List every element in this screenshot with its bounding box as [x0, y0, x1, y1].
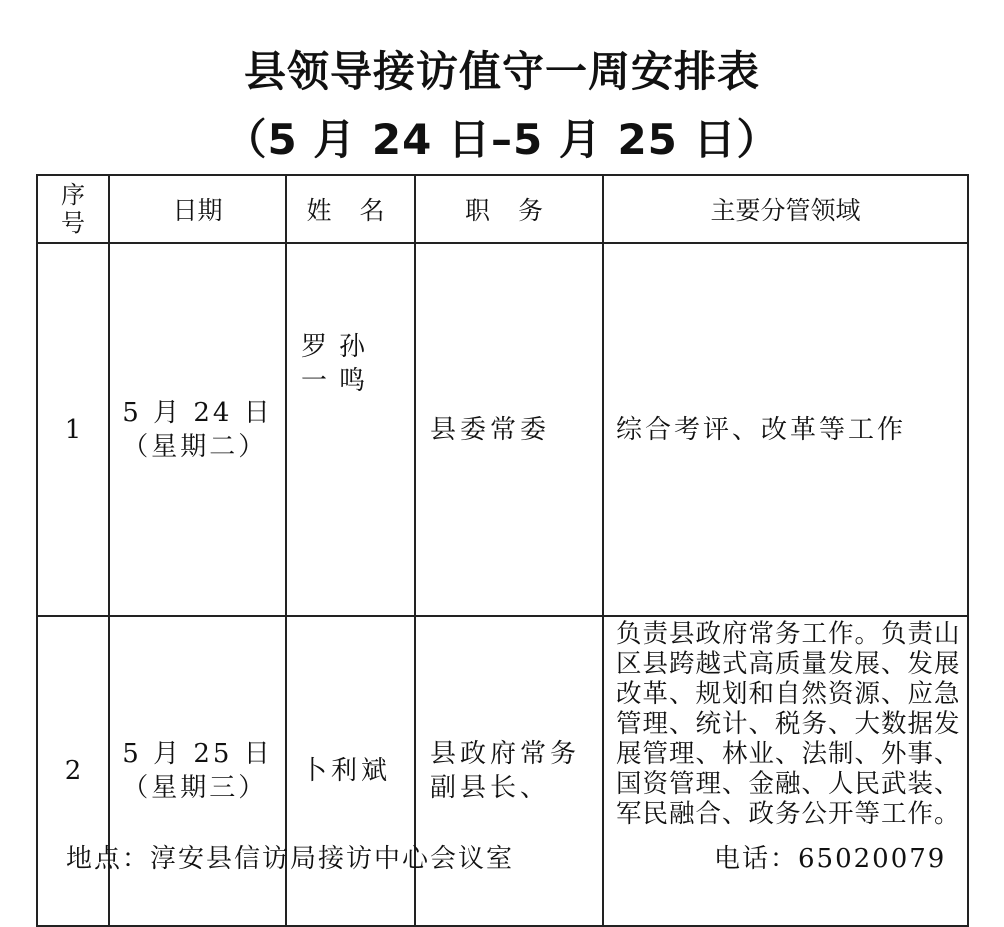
location-label: 地点： — [66, 844, 151, 874]
row-date: 5 月 24 日 — [122, 397, 273, 428]
row-seq: 1 — [37, 243, 109, 616]
table-row — [37, 243, 968, 616]
phone-label: 电话： — [714, 844, 799, 874]
row-seq: 2 — [37, 616, 109, 926]
location-value: 淳安县信访局接访中心会议室 — [150, 844, 515, 874]
schedule-table — [36, 174, 969, 927]
row-weekday: （星期二） — [122, 431, 268, 462]
table-header-row — [37, 175, 968, 243]
row-area: 负责县政府常务工作。负责山区县跨越式高质量发展、发展改革、规划和自然资源、应急管理、统计、税务、大数据发展管理、林业、法制、外事、国资管理、金融、人民武装、军民融合、政务公开等工作。 — [603, 616, 968, 926]
header-name: 姓 名 — [286, 175, 415, 243]
row-position: 县委常委 — [415, 243, 603, 616]
document-subtitle: （5 月 24 日–5 月 25 日） — [224, 115, 780, 164]
header-date: 日期 — [109, 175, 286, 243]
header-seq: 序号 — [37, 175, 109, 243]
row-weekday: （星期三） — [122, 773, 268, 803]
row-date-cell — [109, 243, 286, 616]
row-name: 卜利斌 — [286, 616, 415, 926]
table-row — [37, 616, 968, 926]
row-date: 5 月 25 日 — [122, 739, 273, 769]
row-area: 综合考评、改革等工作 — [603, 243, 968, 616]
footer-location — [66, 842, 514, 876]
row-name: 罗孙一鸣 — [286, 243, 415, 616]
phone-value: 65020079 — [798, 844, 947, 874]
row-date-cell — [109, 616, 286, 926]
header-area: 主要分管领域 — [603, 175, 968, 243]
document-title: 县领导接访值守一周安排表 — [243, 47, 760, 96]
header-position: 职 务 — [415, 175, 603, 243]
footer-phone — [714, 842, 946, 876]
row-position: 县政府常务副县长、 — [415, 616, 603, 926]
